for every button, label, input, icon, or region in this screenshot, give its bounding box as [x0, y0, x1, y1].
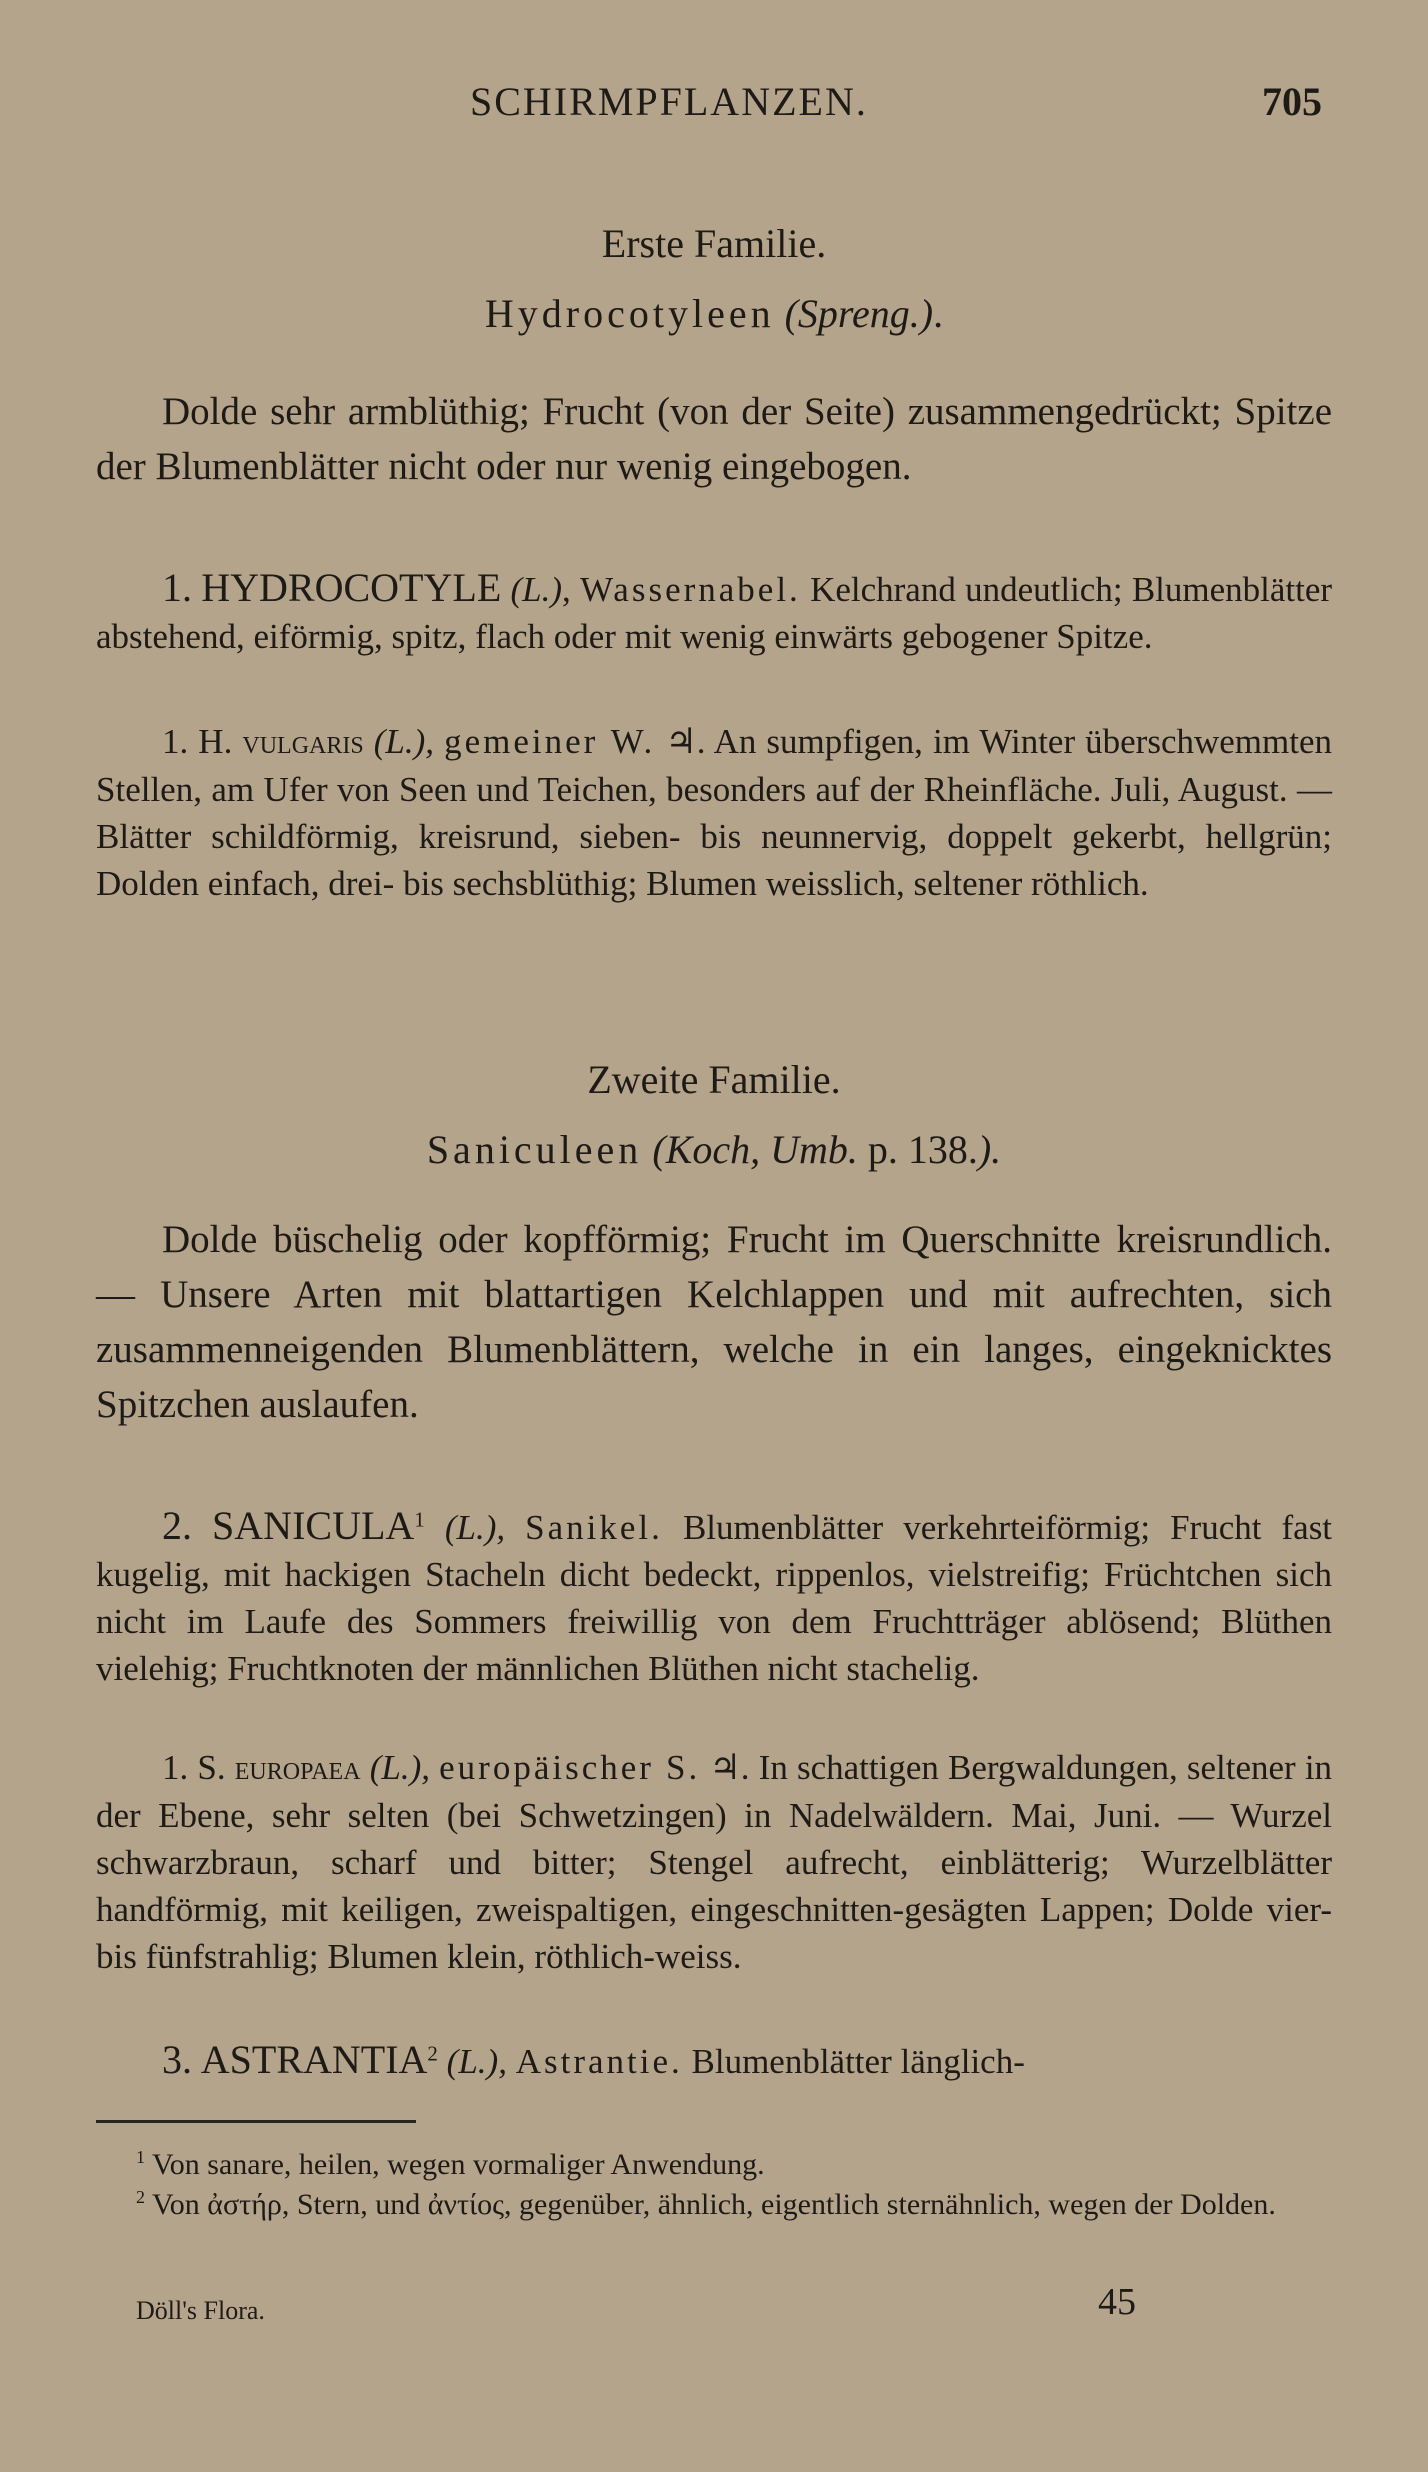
species-name: vulgaris: [242, 724, 364, 761]
genus-text: Blumenblätter länglich-: [691, 2042, 1025, 2081]
family-page-ref: p. 138.: [867, 1127, 978, 1172]
family-name-2: [0, 1126, 1428, 1173]
genus-entry-hydrocotyle: [96, 564, 1332, 660]
family-name-text: Hydrocotyleen: [484, 291, 775, 336]
family-description-2: [96, 1212, 1332, 1432]
species-authority: (L.),: [369, 1748, 430, 1787]
printer-signature: Döll's Flora.: [136, 2296, 265, 2325]
genus-entry-astrantia: [96, 2036, 1332, 2085]
genus-common-name: Wassernabel.: [580, 570, 801, 609]
species-text: In schattigen Bergwaldungen, seltener in der Ebene, sehr selten (bei Schwetzingen) in Nadelwäldern. Mai, Juni. — Wurzel schwarzbraun, scharf und bitter; Stengel aufrecht, einblätterig; Wurzelblätter handförmig, mit keiligen, zweispaltigen, eingeschnitten-gesägten Lappen; Dolde vier- bis fünfstrahlig; Blumen klein, röthlich-weiss.: [96, 1748, 1333, 1976]
paragraph: Dolde büschelig oder kopfförmig; Frucht im Querschnitte kreisrundlich. — Unsere Arten mit blattartigen Kelchlappen und mit aufrechten, sich zusammenneigenden Blumenblättern, welche in ein langes, eingeknicktes Spitzchen auslaufen.: [96, 1218, 1332, 1426]
family-close: ).: [977, 1127, 1002, 1172]
genus-number: 1.: [162, 565, 192, 610]
genus-number: 3.: [162, 2037, 192, 2082]
sheet-number: 45: [1098, 2281, 1136, 2323]
family-heading-1: Erste Familie.: [601, 221, 827, 266]
footnote-ref: 1: [414, 1507, 425, 1532]
paragraph: [96, 1502, 1332, 1692]
genus-number: 2.: [162, 1503, 192, 1548]
species-entry-vulgaris: [96, 718, 1332, 907]
species-entry-europaea: [96, 1744, 1332, 1980]
species-common-name: europäischer S.: [439, 1748, 701, 1787]
genus-name: HYDROCOTYLE: [201, 565, 502, 610]
genus-name: ASTRANTIA: [200, 2037, 428, 2082]
genus-text: Kelchrand undeutlich; Blumenblätter abstehend, eiförmig, spitz, flach oder mit wenig einwärts gebogener Spitze.: [96, 570, 1333, 656]
genus-name: SANICULA: [212, 1503, 415, 1548]
genus-authority: (L.): [510, 570, 563, 609]
genus-authority: (L.),: [444, 1508, 506, 1547]
species-number: 1. H.: [162, 722, 233, 761]
genus-text: Blumenblätter verkehrteiförmig; Frucht fast kugelig, mit hackigen Stacheln dicht bedeckt, rippenlos, vielstreifig; Früchtchen sich nicht im Laufe des Sommers freiwillig von dem Fruchtträger ablösend; Blüthen vielehig; Fruchtknoten der männlichen Blüthen nicht stachelig.: [96, 1508, 1333, 1688]
family-authority: (Koch, Umb.: [652, 1127, 858, 1172]
footnote-text: Von ἀστήρ, Stern, und ἀντίος, gegenüber, ähnlich, eigentlich sternähnlich, wegen der Dolden.: [151, 2188, 1276, 2221]
footnote-mark: 1: [136, 2147, 145, 2167]
footnote-2: [96, 2186, 1332, 2224]
paragraph: 1. HYDROCOTYLE (L.), Wassernabel. Kelchrand undeutlich; Blumenblätter abstehend, eiförmig, spitz, flach oder mit wenig einwärts gebogener Spitze.: [96, 565, 1333, 656]
species-number: 1. S.: [162, 1748, 226, 1787]
footnote-1: [96, 2146, 1332, 2184]
species-authority: (L.),: [373, 722, 435, 761]
genus-entry-sanicula: [96, 1502, 1332, 1692]
footnote-mark: 2: [136, 2187, 145, 2207]
perennial-symbol: ♃.: [709, 1748, 750, 1787]
family-name-text: Saniculeen: [426, 1127, 643, 1172]
genus-authority: (L.),: [446, 2042, 507, 2081]
family-authority: (Spreng.): [784, 291, 934, 336]
genus-common-name: Sanikel.: [525, 1508, 663, 1547]
paragraph: Dolde sehr armblüthig; Frucht (von der Seite) zusammengedrückt; Spitze der Blumenblätter nicht oder nur wenig eingebogen.: [96, 390, 1332, 488]
paragraph: [96, 718, 1332, 907]
family-name-1: [0, 290, 1428, 337]
species-text: An sumpfigen, im Winter überschwemmten Stellen, am Ufer von Seen und Teichen, besonders auf der Rheinfläche. Juli, August. — Blätter schildförmig, kreisrund, sieben- bis neunnervig, doppelt gekerbt, hellgrün; Dolden einfach, drei- bis sechsblüthig; Blumen weisslich, seltener röthlich.: [96, 722, 1333, 903]
family-description-1: [96, 384, 1332, 494]
species-name: europaea: [234, 1750, 361, 1787]
family-suffix: .: [933, 291, 944, 336]
running-head: SCHIRMPFLANZEN.: [470, 79, 868, 124]
species-common-name: gemeiner W.: [444, 722, 656, 761]
paragraph: [96, 2036, 1332, 2085]
footnote-divider: [96, 2120, 416, 2123]
page-number: 705: [1262, 79, 1322, 124]
genus-common-name: Astrantie.: [515, 2042, 683, 2081]
footnote-text: Von sanare, heilen, wegen vormaliger Anwendung.: [151, 2148, 765, 2181]
family-heading-2: Zweite Familie.: [587, 1057, 841, 1102]
paragraph: [96, 1744, 1332, 1980]
perennial-symbol: ♃.: [665, 722, 706, 761]
footnote-ref: 2: [427, 2041, 438, 2066]
